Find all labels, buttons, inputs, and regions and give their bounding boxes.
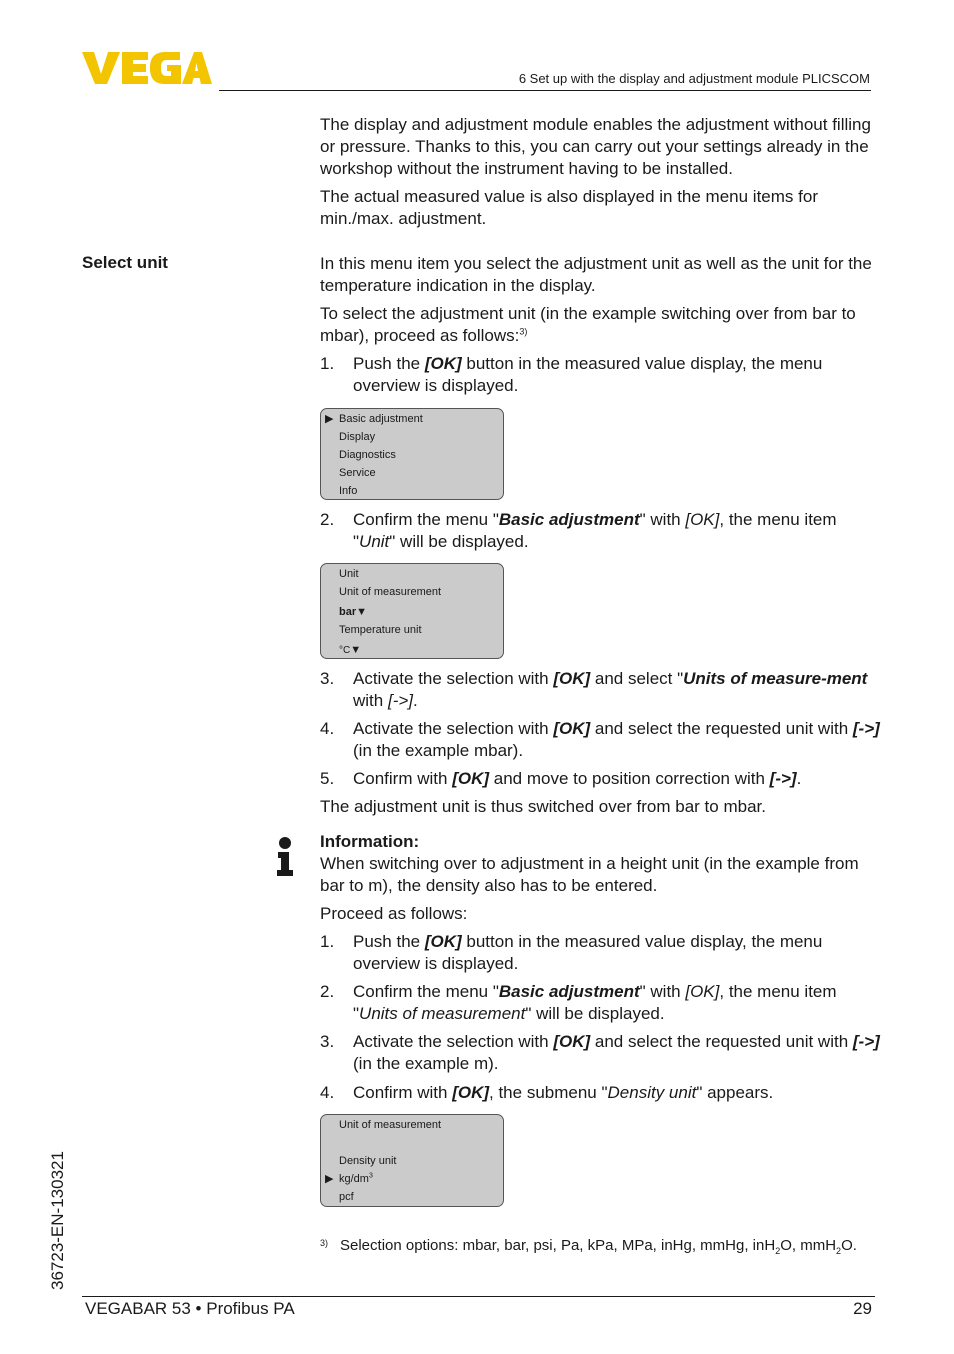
intro-paragraph: The actual measured value is also displayed in the menu items for min./max. adjustment. bbox=[320, 187, 818, 228]
lcd-label: Density unit bbox=[339, 1155, 397, 1167]
lcd-density-unit bbox=[320, 1114, 504, 1207]
lcd-unit-menu bbox=[320, 563, 504, 659]
footer-divider bbox=[82, 1296, 875, 1297]
intro-paragraph: The display and adjustment module enables the adjustment without filling or pressure. Thanks to this, you can carry out your settings already in the workshop without the instrument having to be installed. bbox=[320, 115, 871, 178]
select-unit-paragraph: In this menu item you select the adjustment unit as well as the unit for the temperature indication in the display. bbox=[320, 254, 872, 295]
step-item: 2. Confirm the menu "Basic adjustment" with [OK], the menu item "Units of measurement" will be displayed. bbox=[320, 982, 837, 1023]
information-title: Information: bbox=[320, 832, 420, 851]
lcd-menu-item: Service bbox=[339, 467, 376, 479]
footer-product: VEGABAR 53 • Profibus PA bbox=[85, 1299, 295, 1318]
step-item: 3. Activate the selection with [OK] and select "Units of measure-ment with [->]. bbox=[320, 669, 868, 710]
information-block bbox=[320, 831, 880, 925]
lcd-value: °C bbox=[339, 645, 351, 656]
select-unit-block bbox=[320, 253, 880, 347]
section-label-select-unit: Select unit bbox=[82, 253, 168, 272]
cursor-arrow-icon: ▶ bbox=[325, 413, 334, 425]
lcd-value: bar bbox=[339, 606, 357, 618]
lcd-option: $kg/dm^3$ bbox=[339, 1172, 373, 1185]
lcd-title: Unit of measurement bbox=[339, 1119, 442, 1131]
section-header: 6 Set up with the display and adjustment module PLICSCOM bbox=[518, 71, 870, 86]
footnote-mark: 3) bbox=[320, 1238, 329, 1248]
lcd-menu-item: Basic adjustment bbox=[339, 413, 423, 425]
step-item: 4. Confirm with [OK], the submenu "Density unit" appears. bbox=[320, 1083, 774, 1102]
step-item: 1. Push the [OK] button in the measured value display, the menu overview is displayed. bbox=[320, 354, 823, 395]
step-item: 5. Confirm with [OK] and move to position correction with [->]. bbox=[320, 769, 802, 788]
lcd-menu-item: Diagnostics bbox=[339, 449, 396, 461]
lcd-menu-item: Info bbox=[339, 485, 358, 497]
lcd-menu-overview bbox=[320, 408, 504, 500]
step-item: 2. Confirm the menu "Basic adjustment" with [OK], the menu item "Unit" will be displayed. bbox=[320, 510, 837, 551]
footnote-ref: 3) bbox=[519, 326, 528, 337]
info-icon bbox=[275, 836, 295, 878]
lcd-label: Temperature unit bbox=[339, 624, 422, 636]
lcd-option: pcf bbox=[339, 1191, 354, 1203]
header-divider bbox=[219, 90, 871, 91]
dropdown-arrow-icon: ▼ bbox=[350, 644, 362, 656]
summary-text: The adjustment unit is thus switched over from bar to mbar. bbox=[320, 797, 766, 816]
vega-logo bbox=[82, 50, 212, 86]
information-text: When switching over to adjustment in a height unit (in the example from bar to m), the density also has to be entered. bbox=[320, 854, 859, 895]
select-unit-paragraph: To select the adjustment unit (in the example switching over from bar to mbar), proceed as follows:$^{3)}$ bbox=[320, 304, 856, 345]
cursor-arrow-icon: ▶ bbox=[325, 1173, 334, 1185]
document-id: 36723-EN-130321 bbox=[48, 1151, 67, 1290]
lcd-label: Unit of measurement bbox=[339, 586, 442, 598]
dropdown-arrow-icon: ▼ bbox=[356, 606, 368, 618]
footnote: 3) Selection options: mbar, bar, psi, Pa, kPa, MPa, inHg, mmHg, inH$_2$O, mmH$_2$O. bbox=[320, 1235, 880, 1257]
lcd-menu-item: Display bbox=[339, 431, 376, 443]
lcd-title: Unit bbox=[339, 568, 359, 580]
intro-block bbox=[320, 114, 880, 230]
step-item: 3. Activate the selection with [OK] and select the requested unit with [->] (in the example m). bbox=[320, 1032, 880, 1073]
page-number: 29 bbox=[853, 1299, 872, 1318]
step-item: 4. Activate the selection with [OK] and select the requested unit with [->] (in the example mbar). bbox=[320, 719, 880, 760]
proceed-text: Proceed as follows: bbox=[320, 904, 468, 923]
step-item: 1. Push the [OK] button in the measured value display, the menu overview is displayed. bbox=[320, 932, 823, 973]
